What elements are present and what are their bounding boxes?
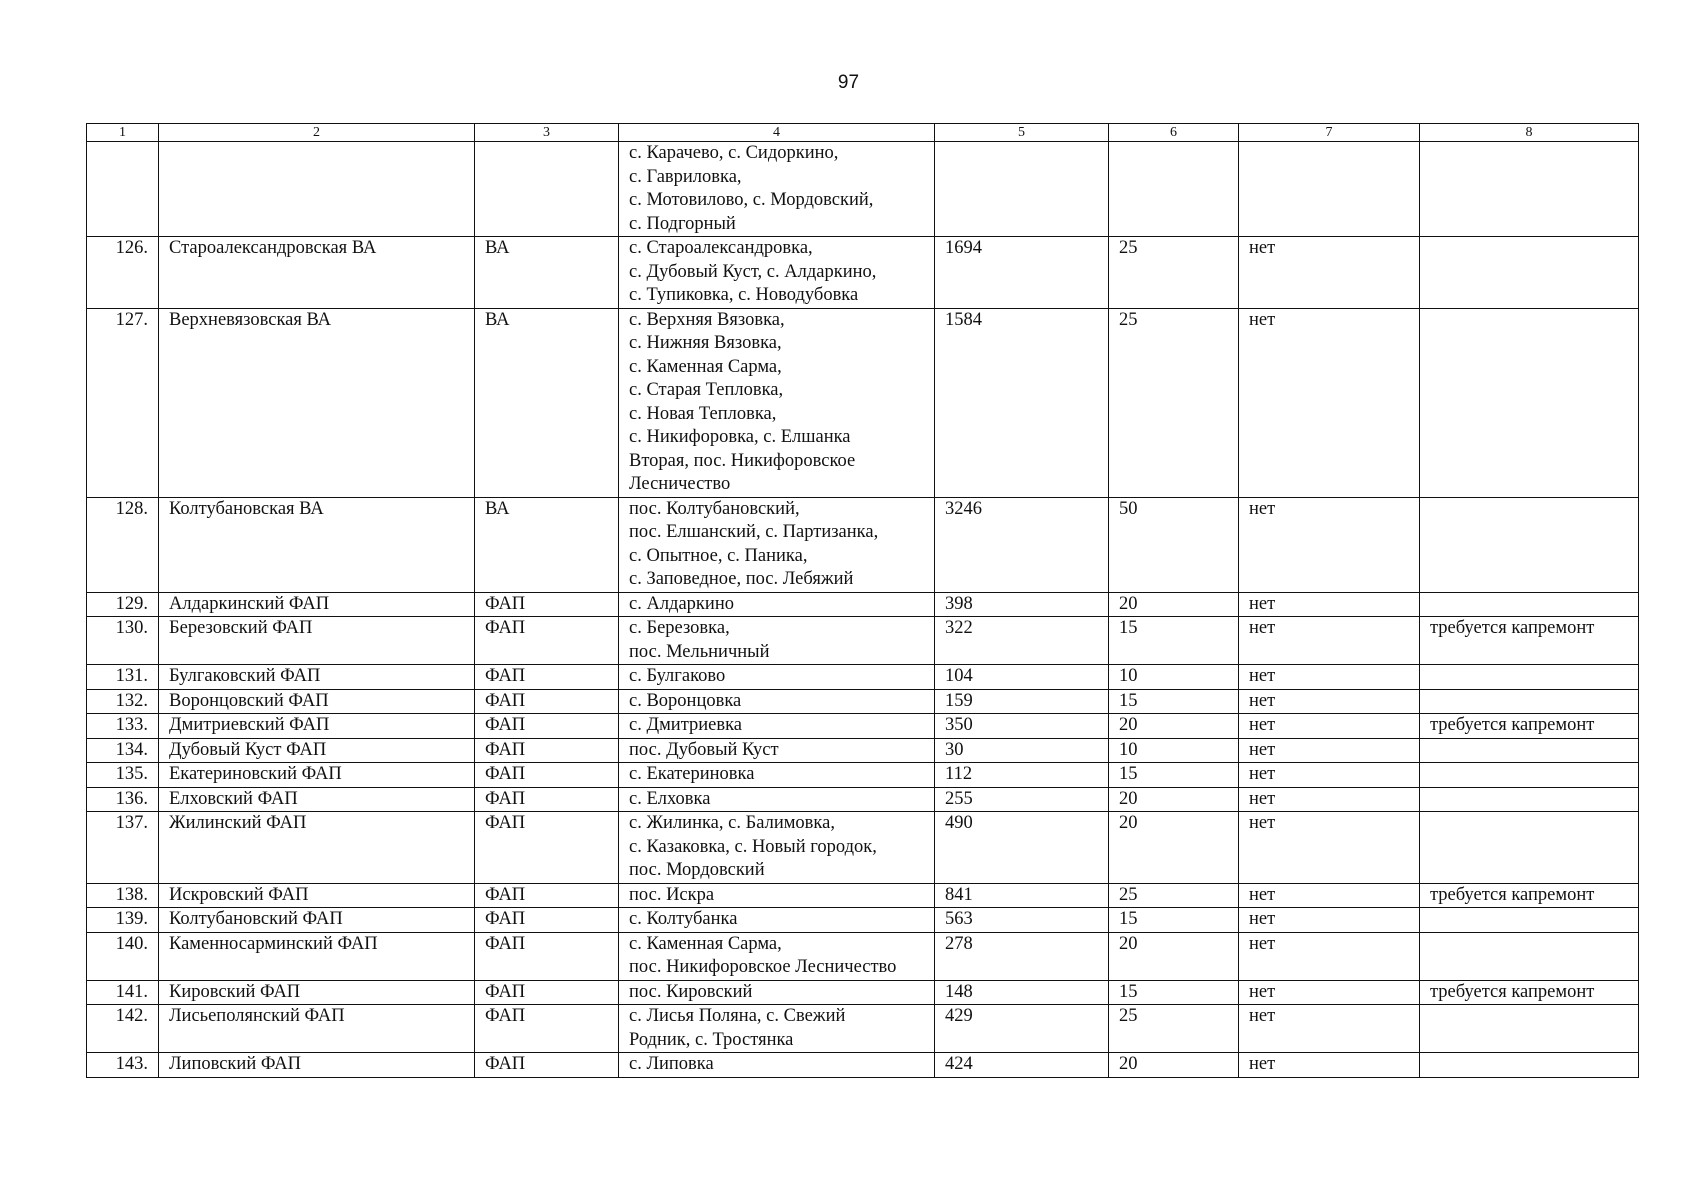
row-number-cell: 126. (87, 237, 159, 309)
header-row (87, 124, 1639, 142)
column-header: 6 (1109, 124, 1239, 142)
col-7-value-cell: нет (1239, 308, 1420, 497)
row-number-cell: 128. (87, 497, 159, 592)
population-cell: 148 (935, 980, 1109, 1005)
facility-type-cell: ФАП (475, 763, 619, 788)
col-6-value-cell: 10 (1109, 738, 1239, 763)
row-number-cell: 134. (87, 738, 159, 763)
facility-type-cell: ФАП (475, 787, 619, 812)
facility-name-cell: Каменносарминский ФАП (159, 932, 475, 980)
col-7-value-cell: нет (1239, 617, 1420, 665)
col-6-value-cell: 20 (1109, 592, 1239, 617)
col-6-value-cell: 20 (1109, 812, 1239, 884)
col-7-value-cell: нет (1239, 932, 1420, 980)
population-cell: 1694 (935, 237, 1109, 309)
population-cell: 255 (935, 787, 1109, 812)
facility-name-cell: Елховский ФАП (159, 787, 475, 812)
settlements-served-cell: с. Дмитриевка (619, 714, 935, 739)
row-number-cell: 138. (87, 883, 159, 908)
facility-name-cell: Березовский ФАП (159, 617, 475, 665)
column-header: 5 (935, 124, 1109, 142)
row-number-cell: 139. (87, 908, 159, 933)
facility-type-cell: ФАП (475, 980, 619, 1005)
note-cell (1420, 497, 1639, 592)
note-cell (1420, 1005, 1639, 1053)
table-row (87, 142, 1639, 237)
facility-name-cell: Липовский ФАП (159, 1053, 475, 1078)
population-cell: 424 (935, 1053, 1109, 1078)
facility-name-cell: Верхневязовская ВА (159, 308, 475, 497)
column-header: 4 (619, 124, 935, 142)
population-cell: 30 (935, 738, 1109, 763)
col-7-value-cell: нет (1239, 812, 1420, 884)
col-7-value-cell: нет (1239, 592, 1420, 617)
col-7-value-cell: нет (1239, 497, 1420, 592)
facility-type-cell: ФАП (475, 617, 619, 665)
settlements-served-cell: пос. Искра (619, 883, 935, 908)
facility-name-cell (159, 142, 475, 237)
population-cell: 350 (935, 714, 1109, 739)
col-6-value-cell: 15 (1109, 980, 1239, 1005)
column-header: 7 (1239, 124, 1420, 142)
facility-name-cell: Лисьеполянский ФАП (159, 1005, 475, 1053)
note-cell: требуется капремонт (1420, 714, 1639, 739)
facility-name-cell: Колтубановский ФАП (159, 908, 475, 933)
row-number-cell: 132. (87, 689, 159, 714)
population-cell: 841 (935, 883, 1109, 908)
table-row (87, 665, 1639, 690)
facility-type-cell: ФАП (475, 932, 619, 980)
col-7-value-cell: нет (1239, 665, 1420, 690)
population-cell (935, 142, 1109, 237)
column-header: 3 (475, 124, 619, 142)
note-cell (1420, 908, 1639, 933)
col-7-value-cell: нет (1239, 908, 1420, 933)
row-number-cell: 130. (87, 617, 159, 665)
table-body (87, 142, 1639, 1078)
settlements-served-cell: пос. Дубовый Куст (619, 738, 935, 763)
settlements-served-cell: с. Липовка (619, 1053, 935, 1078)
facility-type-cell: ФАП (475, 908, 619, 933)
settlements-served-cell: с. Березовка, пос. Мельничный (619, 617, 935, 665)
facility-type-cell: ФАП (475, 1053, 619, 1078)
population-cell: 1584 (935, 308, 1109, 497)
note-cell: требуется капремонт (1420, 980, 1639, 1005)
col-6-value-cell (1109, 142, 1239, 237)
table-row (87, 689, 1639, 714)
row-number-cell: 141. (87, 980, 159, 1005)
facility-name-cell: Алдаркинский ФАП (159, 592, 475, 617)
col-7-value-cell: нет (1239, 787, 1420, 812)
row-number-cell: 142. (87, 1005, 159, 1053)
settlements-served-cell: пос. Колтубановский, пос. Елшанский, с. Партизанка, с. Опытное, с. Паника, с. Заповедное, пос. Лебяжий (619, 497, 935, 592)
table-row (87, 908, 1639, 933)
population-cell: 159 (935, 689, 1109, 714)
col-6-value-cell: 20 (1109, 1053, 1239, 1078)
facility-name-cell: Кировский ФАП (159, 980, 475, 1005)
table-row (87, 592, 1639, 617)
col-7-value-cell: нет (1239, 1053, 1420, 1078)
col-6-value-cell: 20 (1109, 932, 1239, 980)
column-header: 8 (1420, 124, 1639, 142)
col-7-value-cell: нет (1239, 763, 1420, 788)
facility-name-cell: Колтубановская ВА (159, 497, 475, 592)
population-cell: 322 (935, 617, 1109, 665)
row-number-cell: 127. (87, 308, 159, 497)
note-cell (1420, 592, 1639, 617)
population-cell: 278 (935, 932, 1109, 980)
column-header: 2 (159, 124, 475, 142)
population-cell: 429 (935, 1005, 1109, 1053)
facility-name-cell: Воронцовский ФАП (159, 689, 475, 714)
facility-type-cell: ВА (475, 237, 619, 309)
table-row (87, 617, 1639, 665)
row-number-cell: 133. (87, 714, 159, 739)
note-cell (1420, 308, 1639, 497)
population-cell: 3246 (935, 497, 1109, 592)
row-number-cell: 129. (87, 592, 159, 617)
col-7-value-cell: нет (1239, 1005, 1420, 1053)
settlements-served-cell: с. Елховка (619, 787, 935, 812)
facility-type-cell: ВА (475, 497, 619, 592)
note-cell: требуется капремонт (1420, 617, 1639, 665)
col-7-value-cell: нет (1239, 714, 1420, 739)
table-row (87, 497, 1639, 592)
facility-type-cell: ФАП (475, 665, 619, 690)
row-number-cell (87, 142, 159, 237)
table-row (87, 932, 1639, 980)
facility-name-cell: Булгаковский ФАП (159, 665, 475, 690)
settlements-served-cell: с. Карачево, с. Сидоркино, с. Гавриловка, с. Мотовилово, с. Мордовский, с. Подгорный (619, 142, 935, 237)
col-6-value-cell: 50 (1109, 497, 1239, 592)
note-cell (1420, 812, 1639, 884)
note-cell (1420, 689, 1639, 714)
col-7-value-cell: нет (1239, 980, 1420, 1005)
settlements-served-cell: с. Староалександровка, с. Дубовый Куст, с. Алдаркино, с. Тупиковка, с. Новодубовка (619, 237, 935, 309)
col-6-value-cell: 25 (1109, 1005, 1239, 1053)
facility-name-cell: Екатериновский ФАП (159, 763, 475, 788)
table-row (87, 883, 1639, 908)
facility-type-cell: ФАП (475, 714, 619, 739)
facility-type-cell: ФАП (475, 1005, 619, 1053)
table-row (87, 812, 1639, 884)
data-table (86, 123, 1639, 1078)
settlements-served-cell: пос. Кировский (619, 980, 935, 1005)
table-row (87, 308, 1639, 497)
note-cell (1420, 237, 1639, 309)
facility-type-cell: ФАП (475, 592, 619, 617)
facility-name-cell: Староалександровская ВА (159, 237, 475, 309)
col-7-value-cell: нет (1239, 738, 1420, 763)
table-row (87, 714, 1639, 739)
row-number-cell: 131. (87, 665, 159, 690)
col-6-value-cell: 15 (1109, 689, 1239, 714)
col-6-value-cell: 15 (1109, 908, 1239, 933)
settlements-served-cell: с. Каменная Сарма, пос. Никифоровское Лесничество (619, 932, 935, 980)
table-row (87, 237, 1639, 309)
population-cell: 112 (935, 763, 1109, 788)
facility-type-cell: ФАП (475, 883, 619, 908)
col-7-value-cell: нет (1239, 883, 1420, 908)
note-cell (1420, 738, 1639, 763)
column-header: 1 (87, 124, 159, 142)
note-cell (1420, 787, 1639, 812)
population-cell: 104 (935, 665, 1109, 690)
population-cell: 563 (935, 908, 1109, 933)
col-6-value-cell: 25 (1109, 883, 1239, 908)
col-7-value-cell (1239, 142, 1420, 237)
col-6-value-cell: 20 (1109, 787, 1239, 812)
facility-name-cell: Дубовый Куст ФАП (159, 738, 475, 763)
table-row (87, 763, 1639, 788)
note-cell (1420, 142, 1639, 237)
settlements-served-cell: с. Колтубанка (619, 908, 935, 933)
table-row (87, 1005, 1639, 1053)
row-number-cell: 143. (87, 1053, 159, 1078)
settlements-served-cell: с. Жилинка, с. Балимовка, с. Казаковка, с. Новый городок, пос. Мордовский (619, 812, 935, 884)
facility-type-cell: ФАП (475, 812, 619, 884)
facility-type-cell: ФАП (475, 689, 619, 714)
settlements-served-cell: с. Алдаркино (619, 592, 935, 617)
col-7-value-cell: нет (1239, 689, 1420, 714)
col-7-value-cell: нет (1239, 237, 1420, 309)
row-number-cell: 137. (87, 812, 159, 884)
note-cell (1420, 932, 1639, 980)
facility-name-cell: Искровский ФАП (159, 883, 475, 908)
page-number: 97 (837, 72, 860, 93)
row-number-cell: 136. (87, 787, 159, 812)
note-cell (1420, 763, 1639, 788)
population-cell: 490 (935, 812, 1109, 884)
facility-name-cell: Дмитриевский ФАП (159, 714, 475, 739)
settlements-served-cell: с. Булгаково (619, 665, 935, 690)
note-cell (1420, 665, 1639, 690)
col-6-value-cell: 15 (1109, 763, 1239, 788)
col-6-value-cell: 15 (1109, 617, 1239, 665)
settlements-served-cell: с. Лисья Поляна, с. Свежий Родник, с. Тростянка (619, 1005, 935, 1053)
row-number-cell: 135. (87, 763, 159, 788)
population-cell: 398 (935, 592, 1109, 617)
table-row (87, 787, 1639, 812)
facility-type-cell (475, 142, 619, 237)
settlements-served-cell: с. Екатериновка (619, 763, 935, 788)
settlements-served-cell: с. Верхняя Вязовка, с. Нижняя Вязовка, с. Каменная Сарма, с. Старая Тепловка, с. Новая Тепловка, с. Никифоровка, с. Елшанка Вторая, пос. Никифоровское Лесничество (619, 308, 935, 497)
col-6-value-cell: 25 (1109, 308, 1239, 497)
row-number-cell: 140. (87, 932, 159, 980)
facility-type-cell: ФАП (475, 738, 619, 763)
table-row (87, 980, 1639, 1005)
note-cell: требуется капремонт (1420, 883, 1639, 908)
table-row (87, 738, 1639, 763)
table-row (87, 1053, 1639, 1078)
note-cell (1420, 1053, 1639, 1078)
col-6-value-cell: 20 (1109, 714, 1239, 739)
col-6-value-cell: 10 (1109, 665, 1239, 690)
col-6-value-cell: 25 (1109, 237, 1239, 309)
facility-name-cell: Жилинский ФАП (159, 812, 475, 884)
settlements-served-cell: с. Воронцовка (619, 689, 935, 714)
facility-type-cell: ВА (475, 308, 619, 497)
